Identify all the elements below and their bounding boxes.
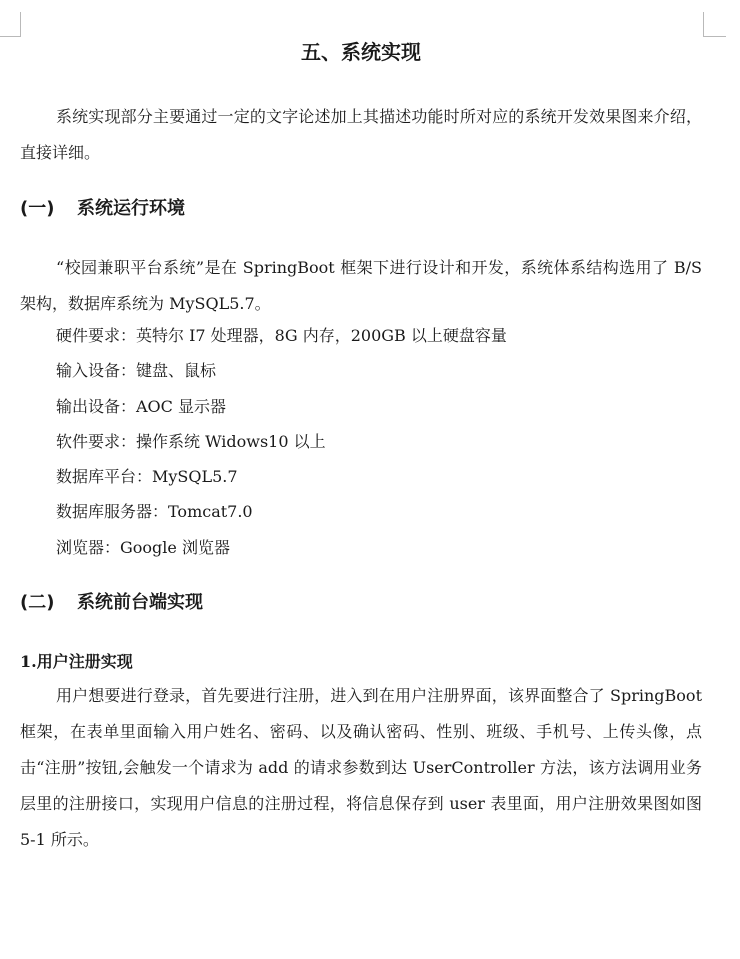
section-number: (二) [20, 592, 55, 613]
environment-requirements-list [56, 318, 507, 565]
list-item: 数据库平台：MySQL5.7 [56, 467, 238, 487]
list-item: 数据库服务器：Tomcat7.0 [56, 502, 253, 522]
intro-paragraph: 系统实现部分主要通过一定的文字论述加上其描述功能时所对应的系统开发效果图来介绍，直接详细。 [20, 107, 702, 162]
section-number: (一) [20, 198, 55, 219]
list-item: 输入设备：键盘、鼠标 [56, 361, 217, 381]
section-title: 系统运行环境 [77, 198, 185, 219]
list-item: 浏览器：Google 浏览器 [56, 537, 230, 557]
list-item: 软件要求：操作系统 Widows10 以上 [56, 431, 326, 451]
intro-block [20, 99, 702, 171]
environment-paragraph: “校园兼职平台系统”是在 SpringBoot 框架下进行设计和开发，系统体系结构选用了 B/S 架构，数据库系统为 MySQL5.7。 [20, 258, 702, 313]
section-title: 系统前台端实现 [77, 592, 203, 613]
section-heading-frontend [20, 590, 203, 616]
registration-block [20, 678, 702, 858]
page-title: 五、系统实现 [301, 40, 421, 64]
section-heading-environment [20, 196, 185, 222]
page-corner-mark-left [0, 12, 21, 37]
list-item: 硬件要求：英特尔 I7 处理器，8G 内存，200GB 以上硬盘容量 [56, 326, 507, 345]
subsection-heading-user-registration: 1.用户注册实现 [20, 652, 133, 671]
registration-paragraph: 用户想要进行登录，首先要进行注册，进入到在用户注册界面，该界面整合了 SpringBoot 框架，在表单里面输入用户姓名、密码、以及确认密码、性别、班级、手机号、上传头像，点击“注册”按钮,会触发一个请求为 add 的请求参数到达 UserController 方法，该方法调用业务层里的注册接口，实现用户信息的注册过程，将信息保存到 user 表里面，用户注册效果图如图 5-1 所示。 [20, 686, 702, 849]
environment-block [20, 250, 702, 322]
page-corner-mark-right [703, 12, 726, 37]
list-item: 输出设备：AOC 显示器 [56, 396, 227, 416]
